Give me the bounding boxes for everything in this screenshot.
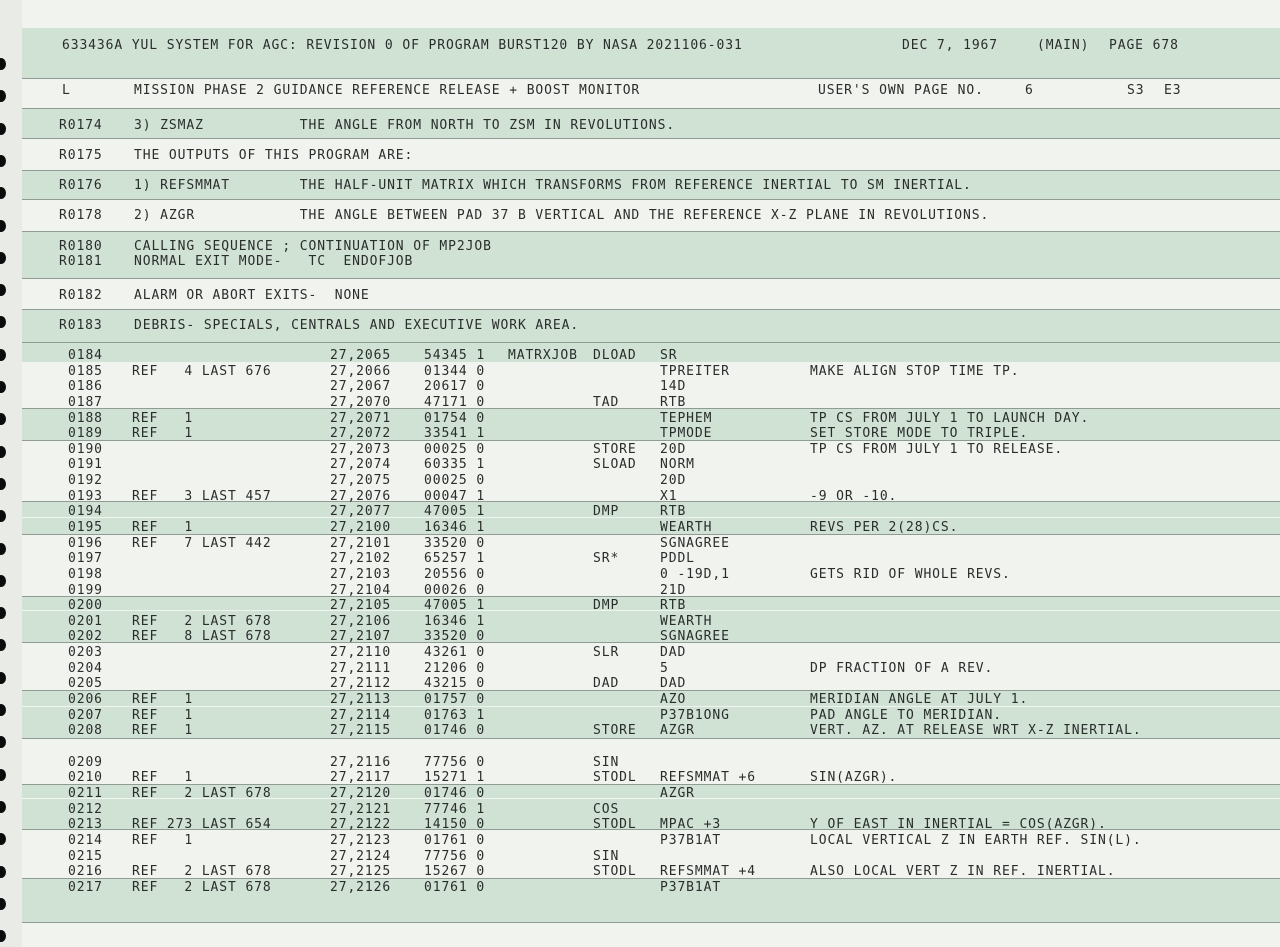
sprocket-holes xyxy=(0,0,12,947)
operand: P37B1AT xyxy=(660,879,722,895)
octal-word: 01761 0 xyxy=(424,832,486,848)
sprocket-hole xyxy=(0,381,6,393)
ref-annotation: REF 3 LAST 457 xyxy=(132,488,272,504)
sprocket-hole xyxy=(0,833,6,845)
listing-line-number: 0196 xyxy=(68,535,103,551)
octal-word: 01757 0 xyxy=(424,691,486,707)
octal-word: 33541 1 xyxy=(424,426,486,442)
sprocket-hole xyxy=(0,187,6,199)
opcode: STODL xyxy=(593,770,637,786)
sprocket-hole xyxy=(0,155,6,167)
sprocket-hole xyxy=(0,220,6,232)
opcode: SLR xyxy=(593,645,620,660)
comment-text: 3) ZSMAZ THE ANGLE FROM NORTH TO ZSM IN REVOLUTIONS. xyxy=(134,118,676,133)
operand: RTB xyxy=(660,504,687,520)
ref-annotation: REF 1 xyxy=(132,707,194,723)
comment-line-number: R0178 xyxy=(59,208,103,223)
memory-address: 27,2075 xyxy=(330,473,392,488)
memory-address: 27,2121 xyxy=(330,801,392,817)
comment-line-number: R0176 xyxy=(59,178,103,193)
sprocket-hole xyxy=(0,801,6,813)
octal-word: 01344 0 xyxy=(424,363,486,379)
title-code-s3: S3 xyxy=(1127,83,1145,98)
listing-line-number: 0195 xyxy=(68,519,103,535)
sprocket-hole xyxy=(0,316,6,328)
sprocket-hole xyxy=(0,736,6,748)
listing-line-number: 0211 xyxy=(68,786,103,801)
ref-annotation: REF 2 LAST 678 xyxy=(132,613,272,629)
listing-line-number: 0191 xyxy=(68,457,103,473)
operand: NORM xyxy=(660,457,695,473)
memory-address: 27,2120 xyxy=(330,786,392,801)
listing-line-number: 0201 xyxy=(68,613,103,629)
opcode: STORE xyxy=(593,723,637,739)
title-text: MISSION PHASE 2 GUIDANCE REFERENCE RELEASE + BOOST MONITOR xyxy=(134,83,641,98)
octal-word: 77746 1 xyxy=(424,801,486,817)
operand: RTB xyxy=(660,598,687,614)
operand: DAD xyxy=(660,676,687,692)
listing-line-number: 0207 xyxy=(68,707,103,723)
band-rule xyxy=(22,138,1280,139)
comment-line-number: R0175 xyxy=(59,148,103,163)
ref-annotation: REF 1 xyxy=(132,519,194,535)
band-rule xyxy=(22,342,1280,343)
code-comment: TP CS FROM JULY 1 TO LAUNCH DAY. xyxy=(810,410,1090,426)
memory-address: 27,2077 xyxy=(330,504,392,520)
band-rule xyxy=(22,199,1280,200)
memory-address: 27,2115 xyxy=(330,723,392,739)
octal-word: 65257 1 xyxy=(424,551,486,567)
sprocket-hole xyxy=(0,607,6,619)
sprocket-hole xyxy=(0,252,6,264)
ref-annotation: REF 1 xyxy=(132,832,194,848)
band-rule xyxy=(22,78,1280,79)
code-label: MATRXJOB xyxy=(508,348,578,363)
memory-address: 27,2076 xyxy=(330,488,392,504)
sprocket-hole xyxy=(0,930,6,942)
octal-word: 43215 0 xyxy=(424,676,486,692)
band-stripe xyxy=(22,408,1280,440)
memory-address: 27,2112 xyxy=(330,676,392,692)
listing-line-number: 0193 xyxy=(68,488,103,504)
operand: TEPHEM xyxy=(660,410,713,426)
memory-address: 27,2113 xyxy=(330,691,392,707)
band-rule xyxy=(22,690,1280,691)
code-comment: MERIDIAN ANGLE AT JULY 1. xyxy=(810,691,1029,707)
operand: SGNAGREE xyxy=(660,535,730,551)
code-comment: DP FRACTION OF A REV. xyxy=(810,660,994,676)
sprocket-hole xyxy=(0,478,6,490)
band-stripe xyxy=(22,596,1280,610)
band-rule xyxy=(22,278,1280,279)
listing-line-number: 0212 xyxy=(68,801,103,817)
opcode: SLOAD xyxy=(593,457,637,473)
octal-word: 77756 0 xyxy=(424,848,486,864)
operand: 5 xyxy=(660,660,669,676)
memory-address: 27,2122 xyxy=(330,817,392,833)
band-stripe xyxy=(22,342,1280,362)
operand: 14D xyxy=(660,379,687,395)
listing-line-number: 0187 xyxy=(68,394,103,410)
memory-address: 27,2126 xyxy=(330,879,392,895)
band-rule xyxy=(22,922,1280,923)
listing-line-number: 0194 xyxy=(68,504,103,520)
comment-line-number: R0174 xyxy=(59,118,103,133)
memory-address: 27,2065 xyxy=(330,348,392,363)
listing-line-number: 0214 xyxy=(68,832,103,848)
comment-line-number: R0183 xyxy=(59,318,103,333)
octal-word: 47005 1 xyxy=(424,598,486,614)
ref-annotation: REF 2 LAST 678 xyxy=(132,864,272,880)
memory-address: 27,2116 xyxy=(330,754,392,770)
opcode: DMP xyxy=(593,598,620,614)
listing-line-number: 0200 xyxy=(68,598,103,614)
listing-line-number: 0198 xyxy=(68,566,103,582)
comment-text: THE OUTPUTS OF THIS PROGRAM ARE: xyxy=(134,148,414,163)
code-comment: PAD ANGLE TO MERIDIAN. xyxy=(810,707,1002,723)
octal-word: 16346 1 xyxy=(424,613,486,629)
ref-annotation: REF 2 LAST 678 xyxy=(132,786,272,801)
band-rule xyxy=(22,108,1280,109)
listing-line-number: 0186 xyxy=(68,379,103,395)
octal-word: 15271 1 xyxy=(424,770,486,786)
memory-address: 27,2100 xyxy=(330,519,392,535)
octal-word: 47171 0 xyxy=(424,394,486,410)
code-comment: VERT. AZ. AT RELEASE WRT X-Z INERTIAL. xyxy=(810,723,1142,739)
listing-line-number: 0204 xyxy=(68,660,103,676)
octal-word: 15267 0 xyxy=(424,864,486,880)
comment-text: NORMAL EXIT MODE- TC ENDOFJOB xyxy=(134,254,414,269)
comment-text: CALLING SEQUENCE ; CONTINUATION OF MP2JOB xyxy=(134,239,492,254)
sprocket-hole xyxy=(0,704,6,716)
octal-word: 20556 0 xyxy=(424,566,486,582)
octal-word: 54345 1 xyxy=(424,348,486,363)
listing-line-number: 0192 xyxy=(68,473,103,488)
opcode: STORE xyxy=(593,441,637,457)
opcode: SIN xyxy=(593,848,620,864)
ref-annotation: REF 7 LAST 442 xyxy=(132,535,272,551)
listing-line-number: 0199 xyxy=(68,582,103,598)
octal-word: 21206 0 xyxy=(424,660,486,676)
memory-address: 27,2066 xyxy=(330,363,392,379)
operand: 20D xyxy=(660,441,687,457)
sprocket-hole xyxy=(0,866,6,878)
band-rule xyxy=(22,408,1280,409)
comment-text: DEBRIS- SPECIALS, CENTRALS AND EXECUTIVE WORK AREA. xyxy=(134,318,580,333)
octal-word: 00026 0 xyxy=(424,582,486,598)
opcode: DAD xyxy=(593,676,620,692)
operand: AZGR xyxy=(660,723,695,739)
band-stripe xyxy=(22,518,1280,534)
listing-line-number: 0202 xyxy=(68,629,103,645)
octal-word: 33520 0 xyxy=(424,535,486,551)
listing-line-number: 0205 xyxy=(68,676,103,692)
code-comment: REVS PER 2(28)CS. xyxy=(810,519,959,535)
operand: SR xyxy=(660,348,678,363)
listing-line-number: 0184 xyxy=(68,348,103,363)
listing-line-number: 0208 xyxy=(68,723,103,739)
comment-text: ALARM OR ABORT EXITS- NONE xyxy=(134,288,370,303)
ref-annotation: REF 2 LAST 678 xyxy=(132,879,272,895)
operand: AZO xyxy=(660,691,687,707)
sprocket-hole xyxy=(0,90,6,102)
memory-address: 27,2111 xyxy=(330,660,392,676)
memory-address: 27,2101 xyxy=(330,535,392,551)
listing-line-number: 0185 xyxy=(68,363,103,379)
sprocket-hole xyxy=(0,284,6,296)
operand: AZGR xyxy=(660,786,695,801)
listing-line-number: 0188 xyxy=(68,410,103,426)
sprocket-hole xyxy=(0,575,6,587)
code-comment: ALSO LOCAL VERT Z IN REF. INERTIAL. xyxy=(810,864,1116,880)
operand: 20D xyxy=(660,473,687,488)
octal-word: 16346 1 xyxy=(424,519,486,535)
listing-line-number: 0210 xyxy=(68,770,103,786)
octal-word: 01746 0 xyxy=(424,723,486,739)
band-stripe xyxy=(22,28,1280,78)
header-date: DEC 7, 1967 xyxy=(902,38,998,53)
operand: X1 xyxy=(660,488,678,504)
opcode: STODL xyxy=(593,864,637,880)
octal-word: 01763 1 xyxy=(424,707,486,723)
memory-address: 27,2070 xyxy=(330,394,392,410)
operand: 0 -19D,1 xyxy=(660,566,730,582)
code-comment: SIN(AZGR). xyxy=(810,770,898,786)
band-rule xyxy=(22,231,1280,232)
memory-address: 27,2114 xyxy=(330,707,392,723)
sprocket-hole xyxy=(0,413,6,425)
band-stripe xyxy=(22,690,1280,706)
code-comment: GETS RID OF WHOLE REVS. xyxy=(810,566,1011,582)
title-code-e3: E3 xyxy=(1164,83,1182,98)
memory-address: 27,2072 xyxy=(330,426,392,442)
header-program: 633436A YUL SYSTEM FOR AGC: REVISION 0 OF PROGRAM BURST120 BY NASA 2021106-031 xyxy=(62,38,743,53)
operand: REFSMMAT +6 xyxy=(660,770,756,786)
users-page-number: 6 xyxy=(1025,83,1034,98)
operand: WEARTH xyxy=(660,613,713,629)
sprocket-hole xyxy=(0,769,6,781)
octal-word: 20617 0 xyxy=(424,379,486,395)
band-rule xyxy=(22,440,1280,441)
listing-line-number: 0216 xyxy=(68,864,103,880)
listing-line-number: 0213 xyxy=(68,817,103,833)
operand: REFSMMAT +4 xyxy=(660,864,756,880)
memory-address: 27,2102 xyxy=(330,551,392,567)
comment-text: 1) REFSMMAT THE HALF-UNIT MATRIX WHICH TRANSFORMS FROM REFERENCE INERTIAL TO SM INERTIAL. xyxy=(134,178,972,193)
sprocket-hole xyxy=(0,898,6,910)
memory-address: 27,2071 xyxy=(330,410,392,426)
listing-line-number: 0206 xyxy=(68,691,103,707)
listing-line-number: 0215 xyxy=(68,848,103,864)
sprocket-hole xyxy=(0,123,6,135)
header-page: PAGE 678 xyxy=(1109,38,1179,53)
sprocket-hole xyxy=(0,349,6,361)
operand: MPAC +3 xyxy=(660,817,722,833)
band-rule xyxy=(22,596,1280,597)
header-section: (MAIN) xyxy=(1037,38,1090,53)
octal-word: 47005 1 xyxy=(424,504,486,520)
octal-word: 77756 0 xyxy=(424,754,486,770)
octal-word: 00025 0 xyxy=(424,473,486,488)
code-comment: MAKE ALIGN STOP TIME TP. xyxy=(810,363,1020,379)
octal-word: 14150 0 xyxy=(424,817,486,833)
code-comment: TP CS FROM JULY 1 TO RELEASE. xyxy=(810,441,1064,457)
sprocket-hole xyxy=(0,639,6,651)
octal-word: 33520 0 xyxy=(424,629,486,645)
ref-annotation: REF 1 xyxy=(132,691,194,707)
memory-address: 27,2105 xyxy=(330,598,392,614)
ref-annotation: REF 273 LAST 654 xyxy=(132,817,272,833)
band-rule xyxy=(22,738,1280,739)
memory-address: 27,2074 xyxy=(330,457,392,473)
listing-line-number: 0197 xyxy=(68,551,103,567)
listing-line-number: 0209 xyxy=(68,754,103,770)
operand: DAD xyxy=(660,645,687,660)
octal-word: 60335 1 xyxy=(424,457,486,473)
listing-line-number: 0190 xyxy=(68,441,103,457)
listing-line-number: 0189 xyxy=(68,426,103,442)
memory-address: 27,2067 xyxy=(330,379,392,395)
comment-line-number: R0182 xyxy=(59,288,103,303)
octal-word: 01754 0 xyxy=(424,410,486,426)
sprocket-hole xyxy=(0,510,6,522)
comment-text: 2) AZGR THE ANGLE BETWEEN PAD 37 B VERTICAL AND THE REFERENCE X-Z PLANE IN REVOLUTIONS. xyxy=(134,208,990,223)
ref-annotation: REF 1 xyxy=(132,426,194,442)
operand: 21D xyxy=(660,582,687,598)
ref-annotation: REF 1 xyxy=(132,723,194,739)
code-comment: -9 OR -10. xyxy=(810,488,898,504)
sprocket-hole xyxy=(0,446,6,458)
title-flag: L xyxy=(62,83,71,98)
ref-annotation: REF 4 LAST 676 xyxy=(132,363,272,379)
memory-address: 27,2124 xyxy=(330,848,392,864)
code-comment: SET STORE MODE TO TRIPLE. xyxy=(810,426,1029,442)
opcode: TAD xyxy=(593,394,620,410)
code-comment: Y OF EAST IN INERTIAL = COS(AZGR). xyxy=(810,817,1107,833)
band-rule xyxy=(22,784,1280,785)
memory-address: 27,2117 xyxy=(330,770,392,786)
ref-annotation: REF 1 xyxy=(132,770,194,786)
sprocket-hole xyxy=(0,672,6,684)
opcode: SIN xyxy=(593,754,620,770)
band-rule xyxy=(22,170,1280,171)
opcode: DLOAD xyxy=(593,348,637,363)
operand: PDDL xyxy=(660,551,695,567)
operand: P37B1ONG xyxy=(660,707,730,723)
memory-address: 27,2073 xyxy=(330,441,392,457)
memory-address: 27,2123 xyxy=(330,832,392,848)
memory-address: 27,2125 xyxy=(330,864,392,880)
octal-word: 01761 0 xyxy=(424,879,486,895)
code-comment: LOCAL VERTICAL Z IN EARTH REF. SIN(L). xyxy=(810,832,1142,848)
ref-annotation: REF 8 LAST 678 xyxy=(132,629,272,645)
comment-line-number: R0180 xyxy=(59,239,103,254)
opcode: SR* xyxy=(593,551,620,567)
comment-line-number: R0181 xyxy=(59,254,103,269)
operand: P37B1AT xyxy=(660,832,722,848)
operand: WEARTH xyxy=(660,519,713,535)
memory-address: 27,2110 xyxy=(330,645,392,660)
listing-line-number: 0203 xyxy=(68,645,103,660)
sprocket-hole xyxy=(0,58,6,70)
operand: RTB xyxy=(660,394,687,410)
listing-line-number: 0217 xyxy=(68,879,103,895)
opcode: DMP xyxy=(593,504,620,520)
opcode: STODL xyxy=(593,817,637,833)
octal-word: 00047 1 xyxy=(424,488,486,504)
ref-annotation: REF 1 xyxy=(132,410,194,426)
sprocket-hole xyxy=(0,543,6,555)
memory-address: 27,2103 xyxy=(330,566,392,582)
octal-word: 01746 0 xyxy=(424,786,486,801)
octal-word: 00025 0 xyxy=(424,441,486,457)
operand: SGNAGREE xyxy=(660,629,730,645)
operand: TPMODE xyxy=(660,426,713,442)
opcode: COS xyxy=(593,801,620,817)
users-page-label: USER'S OWN PAGE NO. xyxy=(818,83,984,98)
band-rule xyxy=(22,309,1280,310)
operand: TPREITER xyxy=(660,363,730,379)
memory-address: 27,2106 xyxy=(330,613,392,629)
memory-address: 27,2107 xyxy=(330,629,392,645)
memory-address: 27,2104 xyxy=(330,582,392,598)
octal-word: 43261 0 xyxy=(424,645,486,660)
